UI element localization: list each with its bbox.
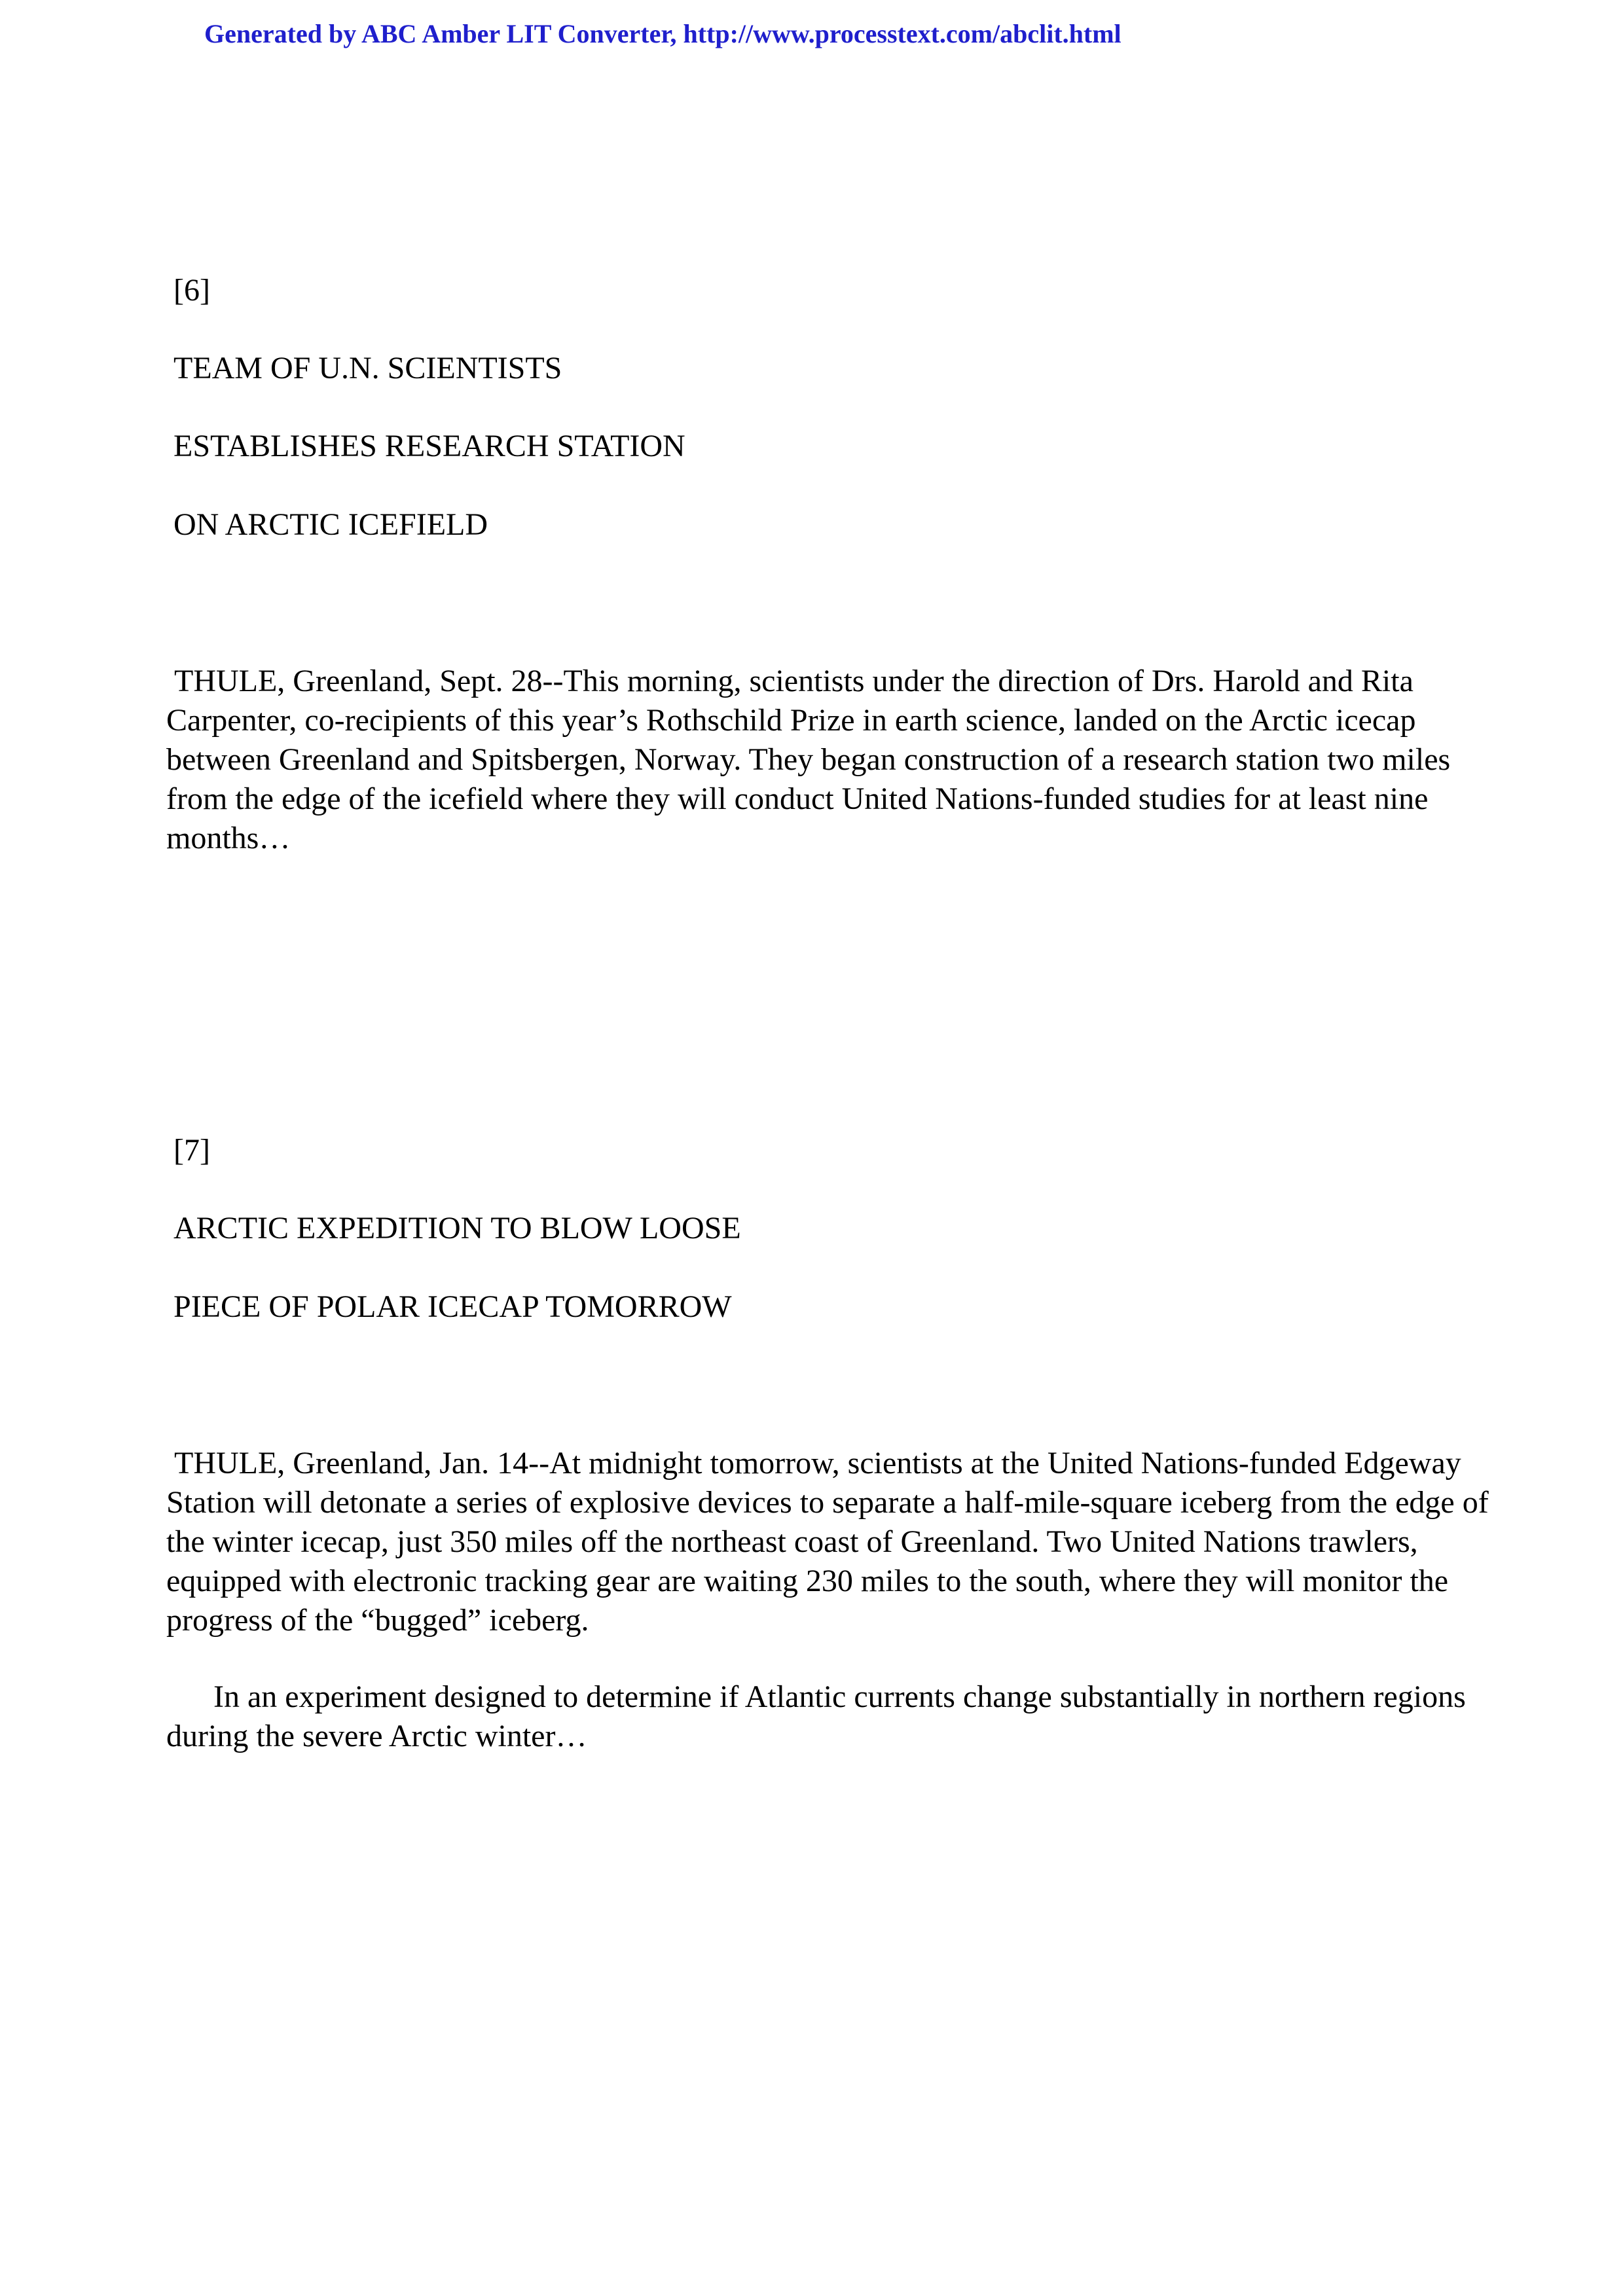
section-7-body-paragraph-2: In an experiment designed to determine if Atlantic currents change substantially in northern regions during the severe Arctic winter… xyxy=(166,1679,1474,1753)
section-7-headline-line-1: ARCTIC EXPEDITION TO BLOW LOOSE xyxy=(173,1211,741,1246)
section-7-headline-line-2: PIECE OF POLAR ICECAP TOMORROW xyxy=(173,1289,732,1324)
section-6-headline-line-2: ESTABLISHES RESEARCH STATION xyxy=(173,429,685,463)
section-6-number: [6] xyxy=(173,273,210,308)
section-7-body-paragraph-1: THULE, Greenland, Jan. 14--At midnight tomorrow, scientists at the United Nations-funded Edgeway Station will detonate a series of explosive devices to separate a half-mile-square iceberg from the edge of the winter icecap, just 350 miles off the northeast coast of Greenland. Two United Nations trawlers, equipped with electronic tracking gear are waiting 230 miles to the south, where they will monitor the progress of the “bugged” iceberg. xyxy=(166,1446,1497,1638)
section-7-number: [7] xyxy=(173,1133,210,1168)
converter-banner: Generated by ABC Amber LIT Converter, http://www.processtext.com/abclit.html xyxy=(204,19,1122,48)
section-6-headline-line-1: TEAM OF U.N. SCIENTISTS xyxy=(173,351,562,386)
section-6-body: THULE, Greenland, Sept. 28--This morning, scientists under the direction of Drs. Harold and Rita Carpenter, co-recipients of this year’s Rothschild Prize in earth science, landed on the Arctic icecap between Greenland and Spitsbergen, Norway. They began construction of a research station two miles from the edge of the icefield where they will conduct United Nations-funded studies for at least nine months… xyxy=(166,664,1459,855)
section-6-headline-line-3: ON ARCTIC ICEFIELD xyxy=(173,507,488,542)
